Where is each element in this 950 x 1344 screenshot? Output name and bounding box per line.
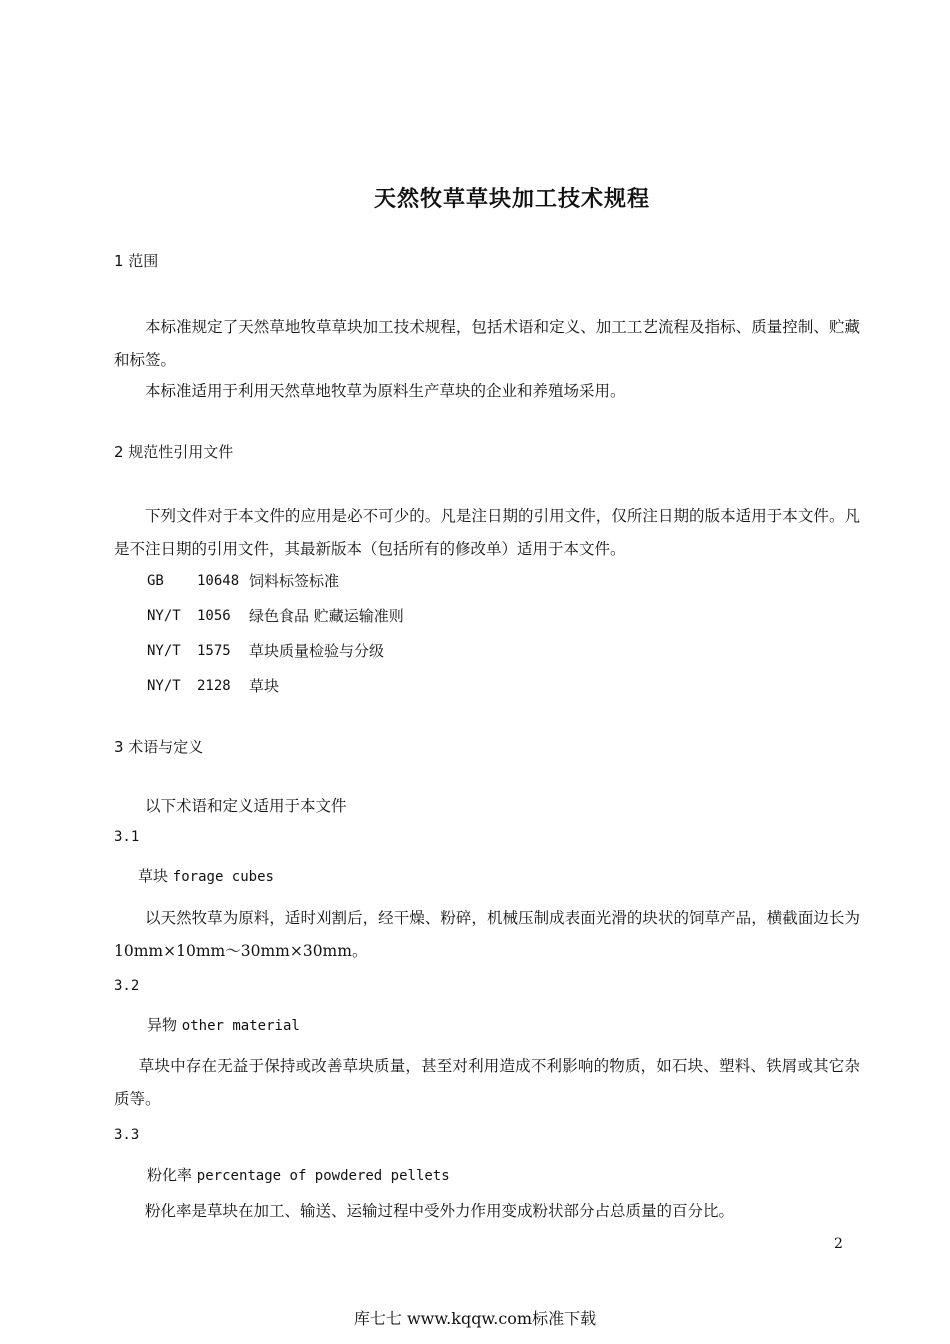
reference-name: 绿色食品 贮藏运输准则: [249, 607, 404, 625]
footer-watermark: 库七七 www.kqqw.com标准下载: [353, 1309, 597, 1328]
scope-paragraph-2: 本标准适用于利用天然草地牧草为原料生产草块的企业和养殖场采用。: [145, 382, 626, 400]
term-title: [147, 1014, 300, 1035]
section-heading-references: 2 规范性引用文件: [114, 443, 234, 461]
section-heading-scope: 1 范围: [114, 252, 159, 270]
term-number: 3.2: [114, 978, 140, 994]
reference-number: 1575: [197, 643, 231, 659]
terms-intro: 以下术语和定义适用于本文件: [145, 797, 347, 815]
reference-number: 2128: [197, 678, 231, 694]
reference-name: 饲料标签标准: [249, 572, 340, 590]
term-chinese: 草块: [138, 867, 169, 885]
term-chinese: 异物: [147, 1016, 178, 1034]
term-definition: 草块中存在无益于保持或改善草块质量，甚至对利用造成不利影响的物质，如石块、塑料、铁屑或其它杂质等。: [114, 1057, 860, 1108]
term-number: 3.3: [114, 1127, 140, 1143]
term-title: [147, 1164, 450, 1185]
reference-code: NY/T: [147, 643, 181, 659]
reference-item: [147, 640, 384, 662]
term-number: 3.1: [114, 829, 140, 845]
references-intro: 下列文件对于本文件的应用是必不可少的。凡是注日期的引用文件，仅所注日期的版本适用于本文件。凡是不注日期的引用文件，其最新版本（包括所有的修改单）适用于本文件。: [114, 507, 860, 558]
term-english: percentage of powdered pellets: [196, 1168, 450, 1184]
reference-number: 1056: [197, 608, 231, 624]
reference-code: GB: [147, 573, 164, 589]
reference-name: 草块质量检验与分级: [249, 642, 385, 660]
term-chinese: 粉化率: [147, 1166, 193, 1184]
section-heading-terms: 3 术语与定义: [114, 738, 204, 756]
term-definition: 以天然牧草为原料，适时刈割后，经干燥、粉碎，机械压制成表面光滑的块状的饲草产品，横截面边长为 10mm×10mm～30mm×30mm。: [114, 909, 860, 960]
reference-item: [147, 675, 279, 697]
reference-code: NY/T: [147, 608, 181, 624]
page-number: 2: [834, 1236, 843, 1252]
reference-item: [147, 570, 339, 592]
reference-name: 草块: [249, 677, 280, 695]
reference-item: [147, 605, 404, 627]
reference-code: NY/T: [147, 678, 181, 694]
term-english: forage cubes: [172, 869, 274, 885]
scope-paragraph-1: 本标准规定了天然草地牧草草块加工技术规程，包括术语和定义、加工工艺流程及指标、质量控制、贮藏和标签。: [114, 318, 860, 369]
reference-number: 10648: [197, 573, 240, 589]
term-title: [138, 865, 274, 886]
term-definition: 粉化率是草块在加工、输送、运输过程中受外力作用变成粉状部分占总质量的百分比。: [145, 1202, 735, 1220]
document-title: 天然牧草草块加工技术规程: [373, 187, 650, 212]
term-english: other material: [181, 1018, 300, 1034]
